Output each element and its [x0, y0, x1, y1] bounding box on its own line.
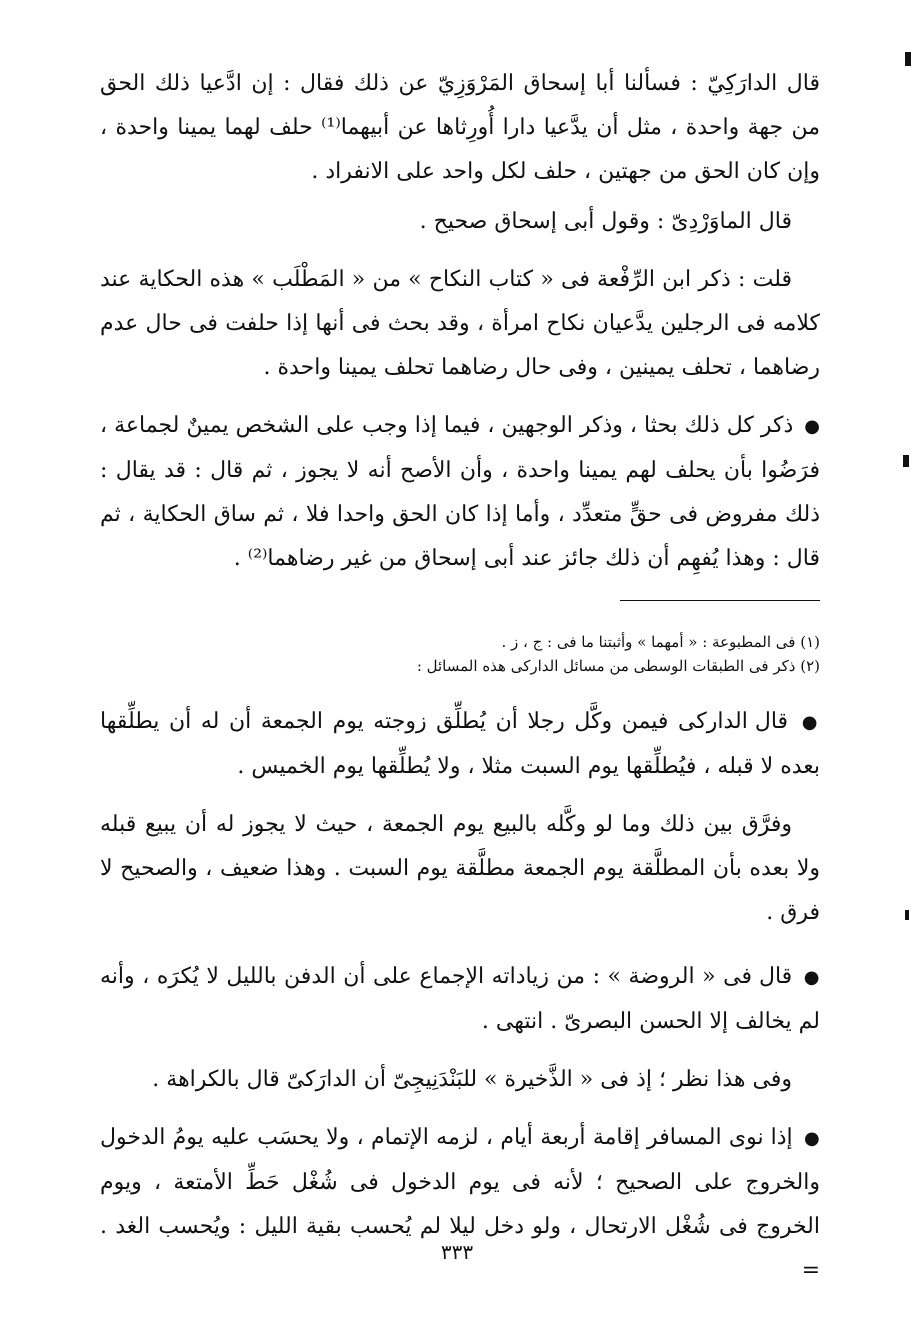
paragraph-text: قال فى « الروضة » : من زياداته الإجماع على أن الدفن بالليل لا يُكرَه ، وأنه لم يخالف إلا الحسن البصرىّ . انتهى .	[100, 964, 820, 1034]
bullet-icon: ●	[801, 712, 820, 733]
paragraph-dhakhira: وفى هذا نظر ؛ إذ فى « الذَّخيرة » للبَنْدَنِيجِىّ أن الدارَكىّ قال بالكراهة .	[152, 1067, 792, 1092]
paragraph-bullet-wakala	[100, 700, 820, 789]
paragraph-ibn-rifah: قلت : ذكر ابن الرِّفْعة فى « كتاب النكاح » من « المَطْلَب » هذه الحكاية عند كلامه فى الرجلين يدَّعيان نكاح امرأة ، وقد بحث فى أنها إذا حلفت فى حال عدم رضاهما ، تحلف يمينين ، وفى حال رضاهما تحلف يمينا واحدة .	[100, 267, 820, 380]
footnote-2: (٢) ذكر فى الطبقات الوسطى من مسائل الداركى هذه المسائل :	[416, 657, 820, 675]
margin-mark-top	[905, 52, 911, 66]
margin-mark-middle	[903, 455, 909, 467]
margin-mark-lower	[905, 910, 909, 920]
bullet-icon: ●	[803, 1128, 820, 1149]
main-text-bottom	[100, 700, 820, 1293]
paragraph-text: قال الداركى فيمن وكَّل رجلا أن يُطلِّق زوجته يوم الجمعة أن له أن يطلِّقها بعده لا قبله ، فيُطلِّقها يوم السبت مثلا ، ولا يُطلِّقها يوم الخميس .	[100, 709, 820, 779]
paragraph-bullet-rawda	[100, 955, 820, 1044]
footnote-divider	[620, 600, 820, 601]
paragraph-text: إذا نوى المسافر إقامة أربعة أيام ، لزمه الإتمام ، ولا يحسَب عليه يومُ الدخول والخروج على الصحيح ؛ لأنه فى يوم الدخول فى شُغْل حَطِّ الأمتعة ، ويوم الخروج فى شُغْل الارتحال ، ولو دخل ليلا لم يُحسب بقية الليل : ويُحسب الغد . =	[100, 1125, 820, 1283]
main-text-top	[100, 62, 820, 581]
paragraph-darki-marwazi: قال الدارَكِيّ : فسألنا أبا إسحاق المَرْوَزِيّ عن ذلك فقال : إن ادَّعيا ذلك الحق من جهة واحدة ، مثل أن يدَّعيا دارا أُورِثاها عن أبيهما⁽¹⁾ حلف لهما يمينا واحدة ، وإن كان الحق من جهتين ، حلف لكل واحد على الانفراد .	[100, 71, 821, 184]
page-number: ٣٣٣	[440, 1240, 474, 1264]
paragraph-bullet-jamaa	[100, 404, 820, 581]
paragraph-text: ذكر كل ذلك بحثا ، وذكر الوجهين ، فيما إذا وجب على الشخص يمينٌ لجماعة ، فرَضُوا بأن يحلف لهم يمينا واحدة ، وأن الأصح أنه لا يجوز ، ثم قال : قد يقال : ذلك مفروض فى حقٍّ متعدِّد ، وأما إذا كان الحق واحدا فلا ، ثم ساق الحكاية ، ثم قال : وهذا يُفهِم أن ذلك جائز عند أبى إسحاق من غير رضاهما⁽²⁾ .	[100, 413, 820, 571]
paragraph-bullet-musafir	[100, 1116, 820, 1293]
footnotes	[100, 630, 820, 678]
paragraph-farq: وفرَّق بين ذلك وما لو وكَّله بالبيع يوم الجمعة ، حيث لا يجوز له أن يبيع قبله ولا بعده بأن المطلَّقة يوم الجمعة مطلَّقة يوم السبت . وهذا ضعيف ، والصحيح لا فرق .	[100, 812, 820, 925]
footnote-1: (١) فى المطبوعة : « أمهما » وأثبتنا ما فى : ج ، ز .	[501, 633, 820, 651]
bullet-icon: ●	[804, 416, 820, 437]
bullet-icon: ●	[803, 967, 820, 988]
paragraph-mawardi: قال الماوَرْدِىّ : وقول أبى إسحاق صحيح .	[419, 209, 792, 234]
